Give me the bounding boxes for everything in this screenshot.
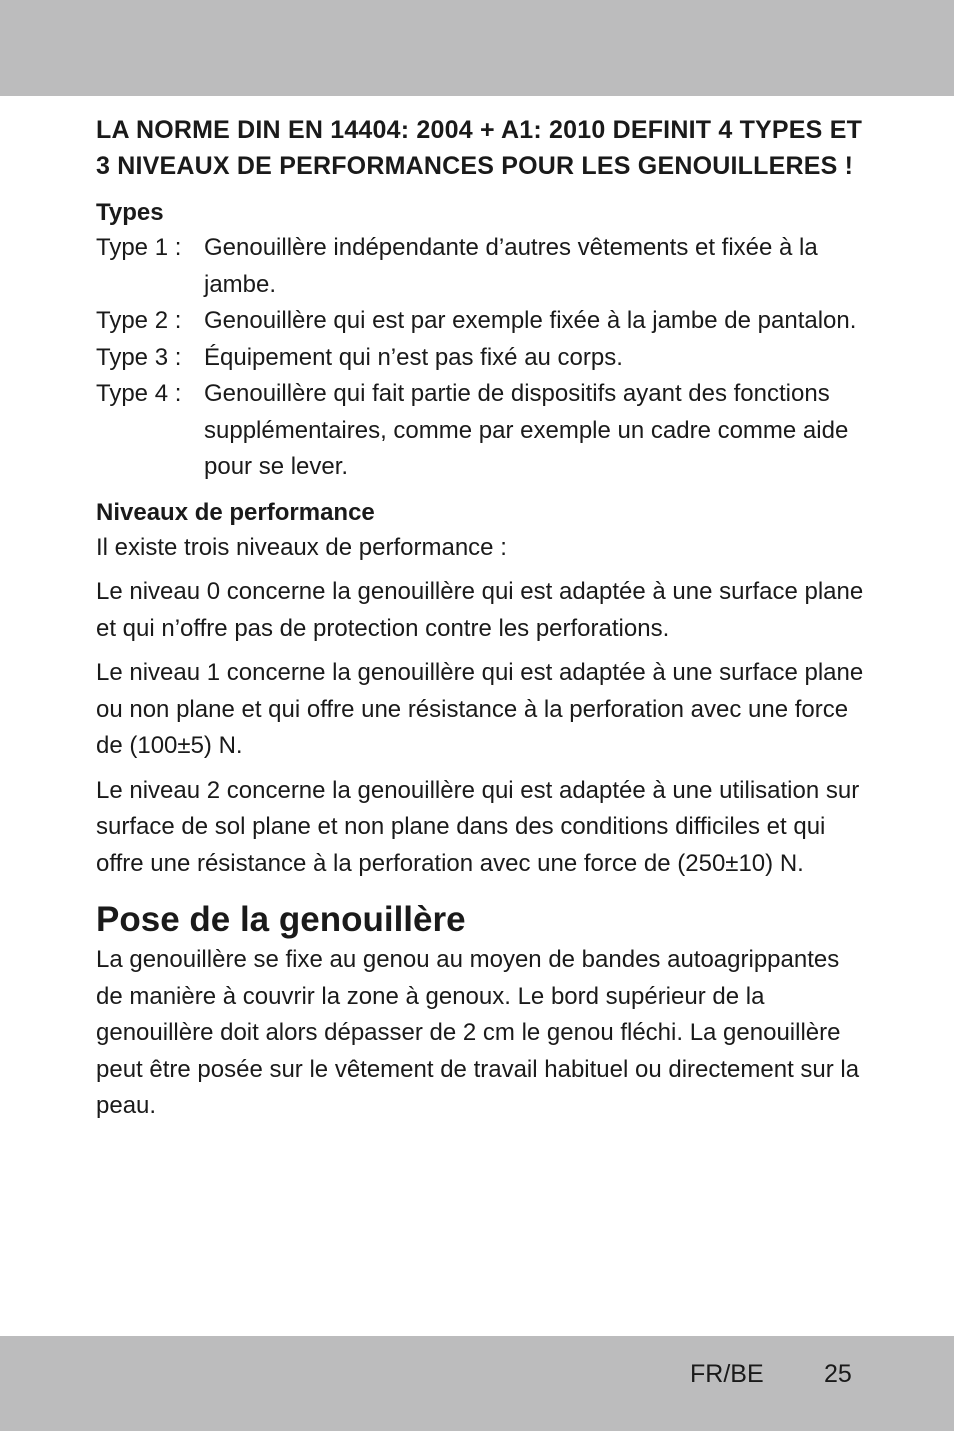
page-number: 25 [824, 1360, 852, 1388]
level-0-paragraph: Le niveau 0 concerne la genouillère qui est adaptée à une surface plane et qui n’offre pas de protection contre les perforations. [96, 578, 864, 642]
page-content [96, 112, 866, 1133]
section-title: Pose de la genouillère [96, 900, 466, 939]
norm-headline: LA NORME DIN EN 14404: 2004 + A1: 2010 DEFINIT 4 TYPES ET 3 NIVEAUX DE PERFORMANCES POUR LES GENOUILLERES ! [96, 116, 863, 180]
type-label: Type 3 : [96, 343, 182, 371]
section-paragraph: La genouillère se fixe au genou au moyen de bandes autoagrippantes de manière à couvrir la zone à genoux. Le bord supérieur de la genouillère doit alors dépasser de 2 cm le genou fléchi. La genouillère peut être posée sur le vêtement de travail habituel ou directement sur la peau. [96, 946, 860, 1119]
performance-intro: Il existe trois niveaux de performance : [96, 533, 507, 561]
types-list [96, 230, 866, 486]
type-item [96, 340, 866, 377]
performance-heading: Niveaux de performance [96, 498, 375, 526]
type-description: Genouillère qui fait partie de dispositifs ayant des fonctions supplémentaires, comme par exemple un cadre comme aide pour se lever. [204, 380, 849, 480]
type-description: Genouillère indépendante d’autres vêtements et fixée à la jambe. [204, 234, 818, 298]
type-label: Type 4 : [96, 380, 182, 407]
type-item [96, 230, 866, 303]
header-band [0, 0, 954, 96]
type-description: Genouillère qui est par exemple fixée à la jambe de pantalon. [204, 307, 857, 334]
level-2-paragraph: Le niveau 2 concerne la genouillère qui est adaptée à une utilisation sur surface de sol plane et non plane dans des conditions difficiles et qui offre une résistance à la perforation avec une force de (250±10) N. [96, 776, 860, 877]
type-description: Équipement qui n’est pas fixé au corps. [204, 343, 623, 371]
type-label: Type 1 : [96, 234, 182, 261]
type-item [96, 376, 866, 486]
page-footer [690, 1358, 852, 1390]
types-heading: Types [96, 199, 164, 226]
type-item [96, 303, 866, 340]
type-label: Type 2 : [96, 307, 182, 334]
language-code: FR/BE [690, 1360, 764, 1388]
level-1-paragraph: Le niveau 1 concerne la genouillère qui est adaptée à une surface plane ou non plane et qui offre une résistance à la perforation avec une force de (100±5) N. [96, 659, 864, 759]
